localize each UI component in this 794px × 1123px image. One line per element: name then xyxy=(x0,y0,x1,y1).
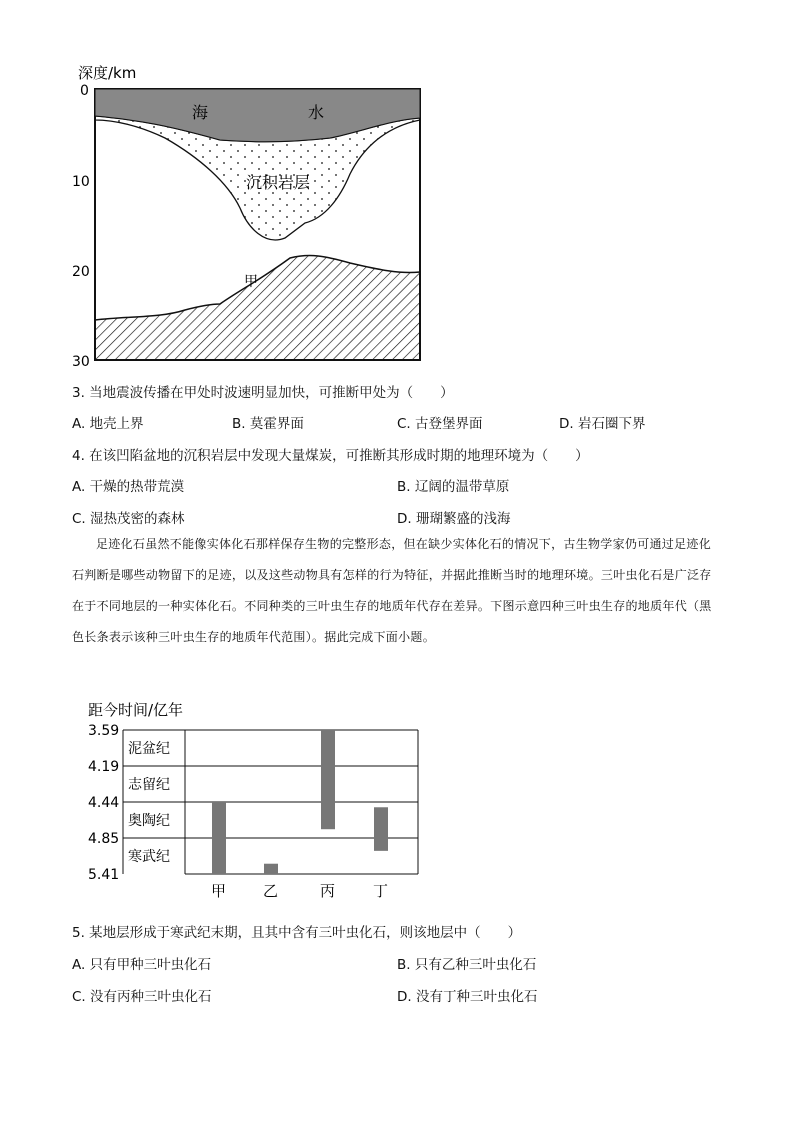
q3-option-b[interactable] xyxy=(232,412,304,432)
q3-option-a[interactable] xyxy=(72,412,144,432)
option-text: 没有丙种三叶虫化石 xyxy=(90,989,212,1005)
option-letter: D. xyxy=(397,511,412,527)
question-3-stem: 3. 当地震波传播在甲处时波速明显加快，可推断甲处为（ ） xyxy=(72,385,454,401)
q5-option-d[interactable] xyxy=(397,985,537,1005)
option-letter: A. xyxy=(72,957,86,973)
option-text: 古登堡界面 xyxy=(415,416,483,432)
depth-section-figure xyxy=(60,58,440,382)
jia-boundary-label: 甲 xyxy=(244,274,258,290)
chart-y-axis-title: 距今时间/亿年 xyxy=(88,701,184,719)
q5-option-b[interactable] xyxy=(397,953,536,973)
option-letter: D. xyxy=(559,416,574,432)
sea-label-right: 水 xyxy=(308,103,325,122)
range-bar-1 xyxy=(264,864,278,874)
option-letter: B. xyxy=(397,479,411,495)
range-bar-3 xyxy=(374,807,388,851)
q4-option-a[interactable] xyxy=(72,475,184,495)
option-text: 莫霍界面 xyxy=(249,416,304,432)
depth-section-svg xyxy=(60,58,440,378)
option-text: 岩石圈下界 xyxy=(577,416,646,432)
category-label: 丙 xyxy=(320,882,336,900)
period-label: 寒武纪 xyxy=(128,849,170,865)
q4-option-b[interactable] xyxy=(397,475,509,495)
q5-option-a[interactable] xyxy=(72,953,211,973)
category-label: 乙 xyxy=(263,882,279,900)
option-letter: C. xyxy=(72,989,86,1005)
question-5-stem: 5. 某地层形成于寒武纪末期，且其中含有三叶虫化石，则该地层中（ ） xyxy=(72,925,522,941)
option-text: 地壳上界 xyxy=(89,416,144,432)
category-label: 丁 xyxy=(373,882,389,900)
depth-tick-20: 20 xyxy=(72,264,90,280)
y-tick-label: 4.19 xyxy=(88,759,120,775)
trilobite-range-chart xyxy=(78,695,438,909)
q3-option-d[interactable] xyxy=(559,412,645,432)
y-tick-label: 4.85 xyxy=(88,831,120,847)
sediment-label: 沉积岩层 xyxy=(246,173,311,192)
trilobite-chart-svg xyxy=(78,695,438,905)
period-label: 志留纪 xyxy=(128,777,170,793)
y-tick-label: 3.59 xyxy=(88,723,120,739)
q4-option-d[interactable] xyxy=(397,507,510,527)
option-text: 湿热茂密的森林 xyxy=(90,511,185,527)
option-text: 没有丁种三叶虫化石 xyxy=(415,989,538,1005)
period-label: 奥陶纪 xyxy=(128,813,170,829)
q4-option-c[interactable] xyxy=(72,507,185,527)
option-letter: B. xyxy=(232,416,246,432)
depth-axis-label: 深度/km xyxy=(78,64,137,82)
category-label: 甲 xyxy=(211,882,227,900)
range-bar-2 xyxy=(321,730,335,829)
q5-option-c[interactable] xyxy=(72,985,212,1005)
question-4-stem: 4. 在该凹陷盆地的沉积岩层中发现大量煤炭，可推断其形成时期的地理环境为（ ） xyxy=(72,448,589,464)
option-letter: C. xyxy=(397,416,411,432)
option-text: 只有甲种三叶虫化石 xyxy=(89,957,212,973)
option-letter: B. xyxy=(397,957,411,973)
option-text: 珊瑚繁盛的浅海 xyxy=(415,511,511,527)
option-letter: A. xyxy=(72,479,86,495)
option-text: 只有乙种三叶虫化石 xyxy=(414,957,537,973)
depth-tick-0: 0 xyxy=(80,83,89,99)
option-letter: D. xyxy=(397,989,412,1005)
option-letter: A. xyxy=(72,416,86,432)
option-letter: C. xyxy=(72,511,86,527)
option-text: 辽阔的温带草原 xyxy=(414,479,510,495)
period-label: 泥盆纪 xyxy=(128,741,170,757)
y-tick-label: 4.44 xyxy=(88,795,120,811)
depth-tick-30: 30 xyxy=(72,354,90,370)
depth-tick-10: 10 xyxy=(72,174,90,190)
reading-passage: 足迹化石虽然不能像实体化石那样保存生物的完整形态，但在缺少实体化石的情况下，古生物学家仍可通过足迹化石判断是哪些动物留下的足迹，以及这些动物具有怎样的行为特征，并据此推断当时的地理环境。三叶虫化石是广泛存在于不同地层的一种实体化石。不同种类的三叶虫生存的地质年代存在差异。下图示意四种三叶虫生存的地质年代（黑色长条表示该种三叶虫生存的地质年代范围）。据此完成下面小题。 xyxy=(72,537,712,644)
y-tick-label: 5.41 xyxy=(88,867,120,883)
sea-label-left: 海 xyxy=(192,103,209,122)
option-text: 干燥的热带荒漠 xyxy=(89,479,185,495)
range-bar-0 xyxy=(212,802,226,874)
q3-option-c[interactable] xyxy=(397,412,483,432)
